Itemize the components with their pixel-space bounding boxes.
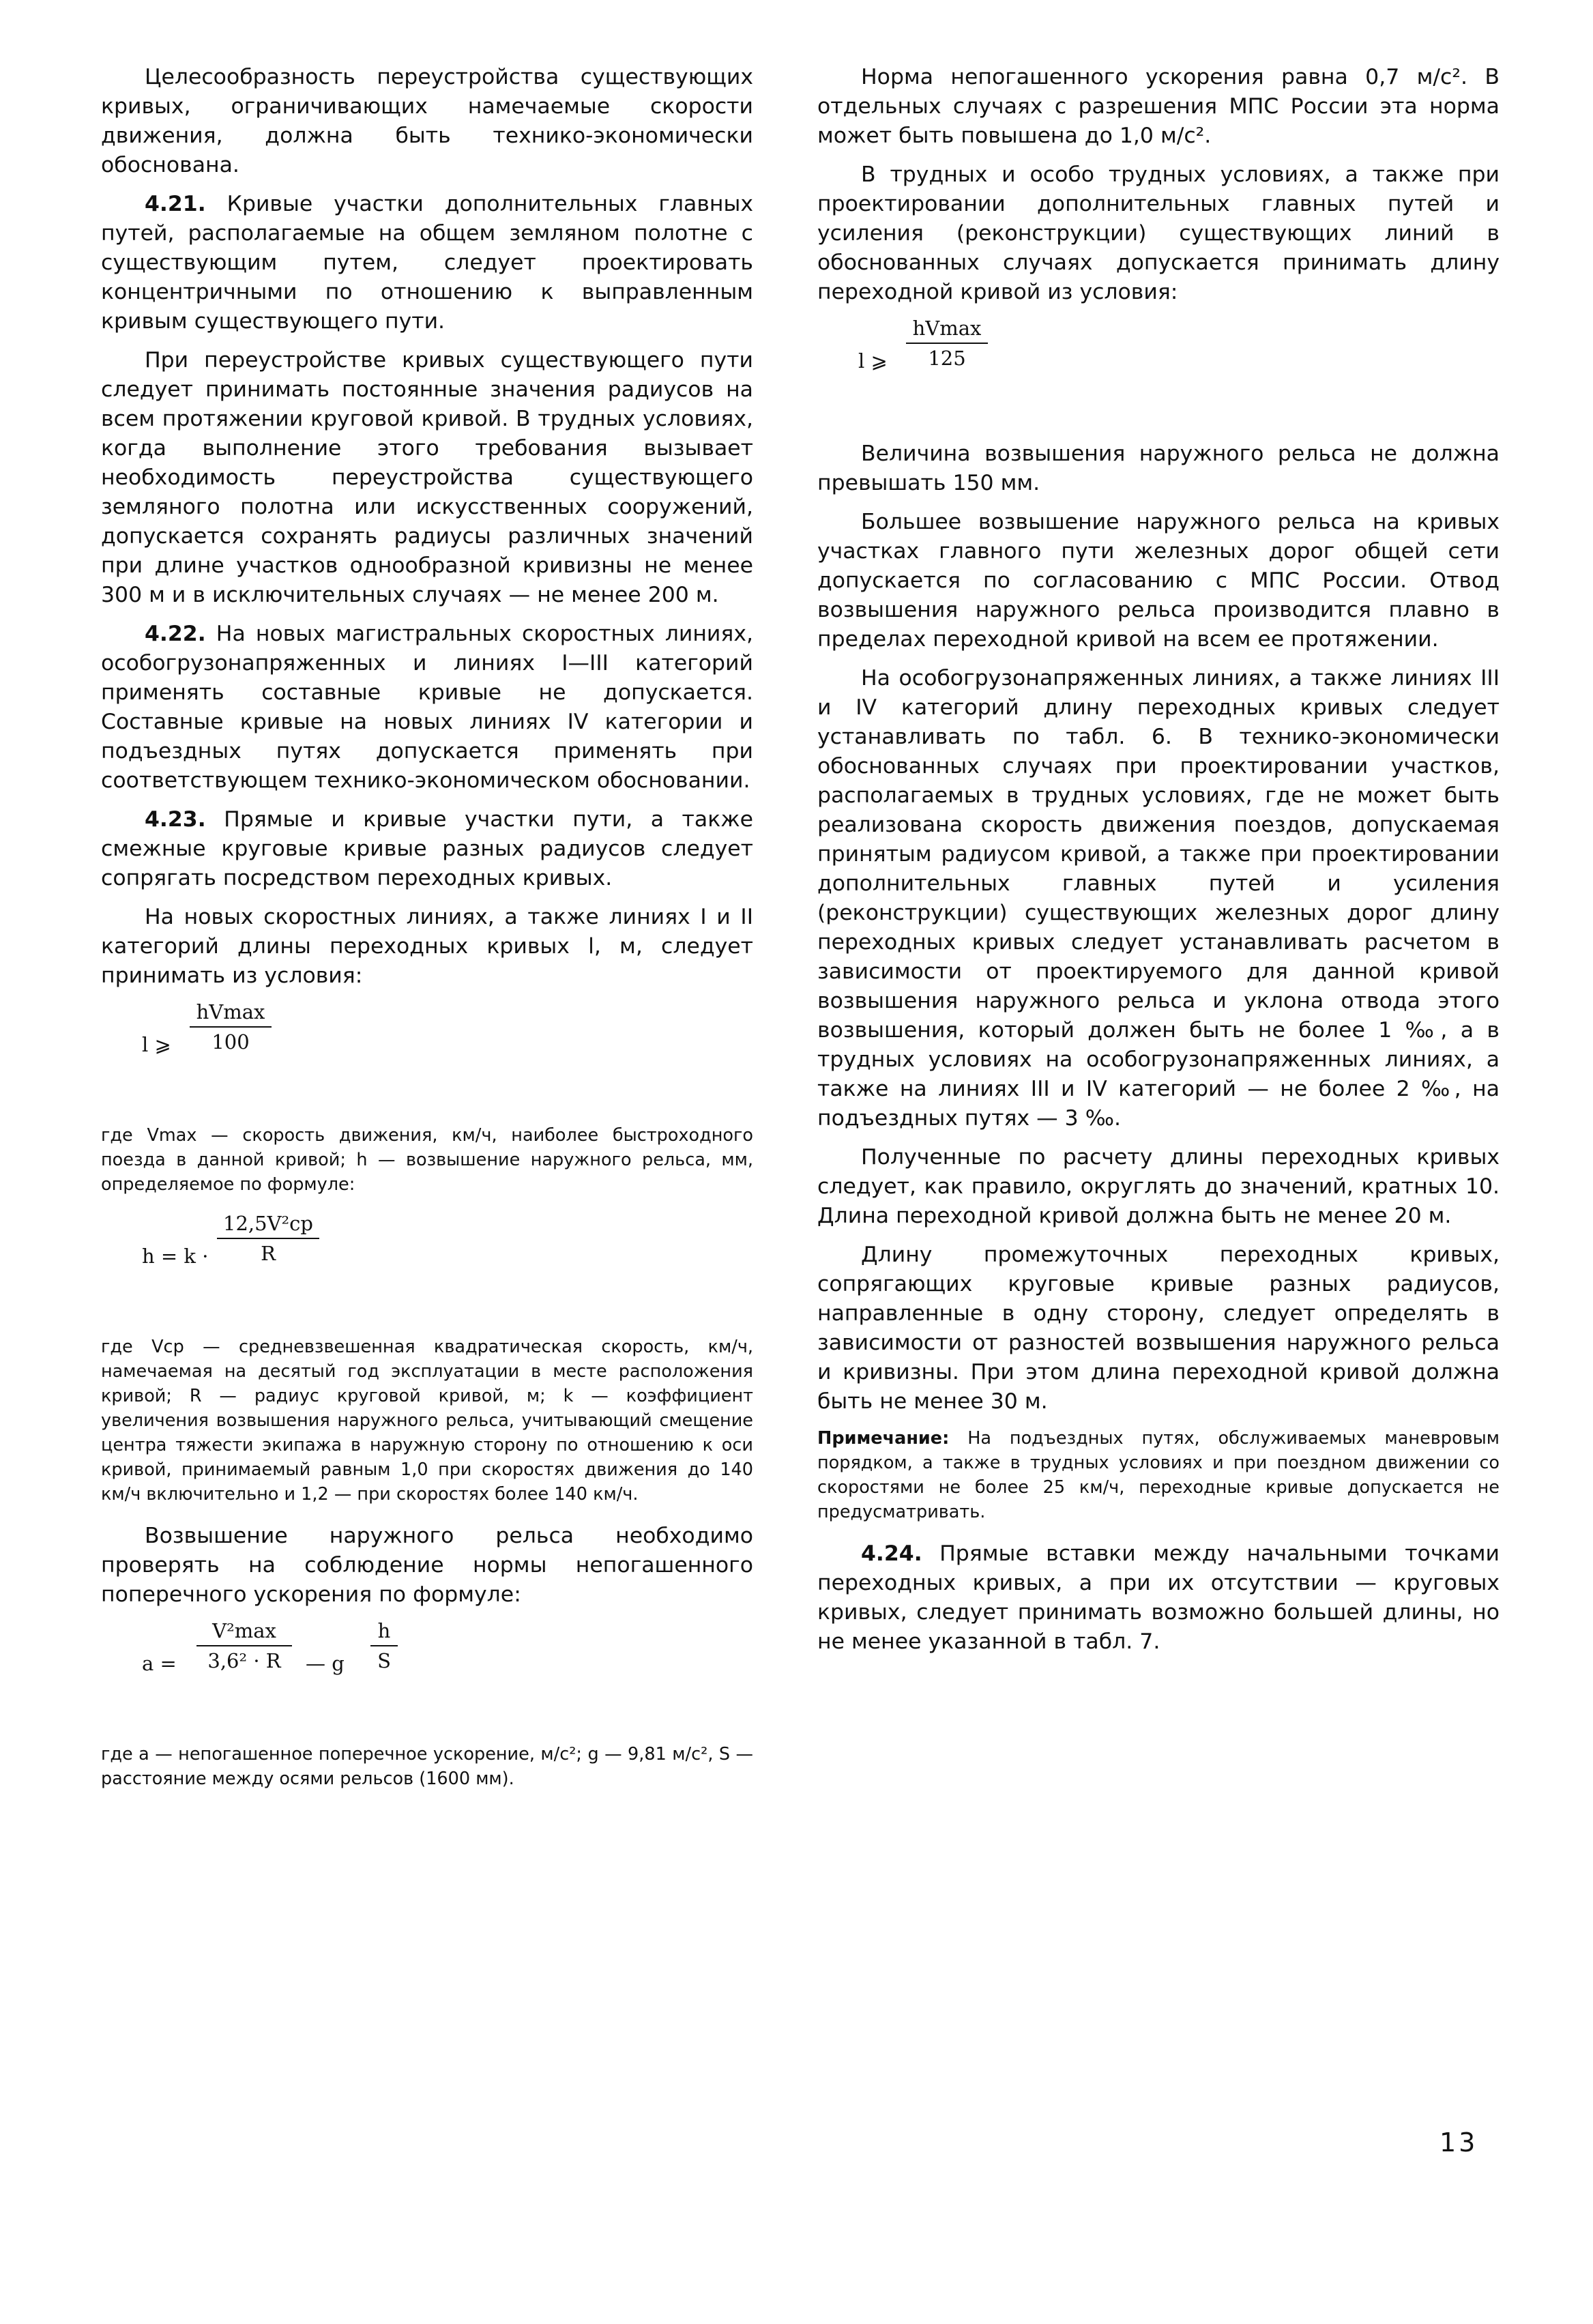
formula-lhs: a = bbox=[142, 1652, 177, 1675]
formula-lhs: l ⩾ bbox=[142, 1033, 171, 1056]
paragraph: Целесообразность переустройства существующих кривых, ограничивающих намечаемые скорости движения, должна быть технико-экономически обоснована. bbox=[101, 65, 753, 177]
paragraph: Норма непогашенного ускорения равна 0,7 м/с². В отдельных случаях с разрешения МПС России эта норма может быть повышена до 1,0 м/с². bbox=[817, 65, 1500, 148]
page-number: 13 bbox=[1439, 2127, 1478, 2158]
left-column bbox=[101, 63, 753, 1806]
section-number: 4.24. bbox=[861, 1541, 922, 1566]
section-4-23 bbox=[101, 805, 753, 893]
section-number: 4.23. bbox=[145, 807, 206, 832]
formula-numerator: h bbox=[377, 1619, 391, 1642]
formula-numerator: hVmax bbox=[912, 317, 982, 340]
section-4-24 bbox=[817, 1539, 1500, 1657]
paragraph: На особогрузонапряженных линиях, а также линиях III и IV категорий длину переходных кривых следует устанавливать по табл. 6. В технико-экономически обоснованных случаях при проектировании участков, располагаемых в трудных условиях, где не может быть реализована скорость движения поездов, допускаемая принятым радиусом кривой, а также при проектировании дополнительных главных путей и усиления (реконструкции) существующих железных дорог длину переходных кривых следует устанавливать расчетом в зависимости от проектируемого для данной кривой возвышения наружного рельса и уклона отвода этого возвышения, который должен быть не более 1 ‰, а в трудных условиях на особогрузонапряженных линиях, а также на линиях III и IV категорий — не более 2 ‰, на подъездных путях — 3 ‰. bbox=[817, 666, 1500, 1131]
paragraph: При переустройстве кривых существующего пути следует принимать постоянные значения радиусов на всем протяжении круговой кривой. В трудных условиях, когда выполнение этого требования вызывает необходимость переустройства существующего земляного полотна или искусственных сооружений, допускается сохранять радиусы различных значений при длине участков однообразной кривизны не менее 300 м и в исключительных случаях — не менее 200 м. bbox=[101, 348, 753, 607]
section-text: На новых магистральных скоростных линиях, особогрузонапряженных и линиях I—III категорий применять составные кривые не допускается. Составные кривые на новых линиях IV категории и подъездных путях допускается применять при соответствующем технико-экономическом обосновании. bbox=[101, 622, 753, 793]
section-text: Кривые участки дополнительных главных путей, располагаемые на общем земляном полотне с существующим путем, следует проектировать концентричными по отношению к выправленным кривым существующего пути. bbox=[101, 192, 753, 334]
formula-fraction bbox=[906, 317, 988, 370]
section-text: Прямые и кривые участки пути, а также смежные круговые кривые разных радиусов следует сопрягать посредством переходных кривых. bbox=[101, 807, 753, 890]
formula-transition-length-100 bbox=[142, 1000, 753, 1103]
formula-fraction bbox=[217, 1212, 319, 1265]
formula-lhs: h = k · bbox=[142, 1245, 209, 1268]
note-text: На подъездных путях, обслуживаемых маневровым порядком, а также в трудных условиях и при поездном движении со скоростями не более 25 км/ч, переходные кривые допускается не предусматривать. bbox=[817, 1428, 1500, 1522]
formula-fraction bbox=[190, 1000, 272, 1054]
section-number: 4.21. bbox=[145, 192, 206, 216]
note bbox=[817, 1426, 1500, 1524]
formula-lhs: l ⩾ bbox=[858, 349, 888, 373]
paragraph: Большее возвышение наружного рельса на кривых участках главного пути железных дорог общей сети допускается по согласованию с МПС России. Отвод возвышения наружного рельса производится плавно в пределах переходной кривой на всем ее протяжении. bbox=[817, 510, 1500, 652]
fraction-bar bbox=[370, 1645, 398, 1646]
formula-middle: — g bbox=[306, 1652, 345, 1675]
section-text: Прямые вставки между начальными точками переходных кривых, а при их отсутствии — круговых кривых, следует принимать возможно большей длины, но не менее указанной в табл. 7. bbox=[817, 1541, 1500, 1654]
formula-denominator: 100 bbox=[211, 1030, 250, 1054]
formula-elevation bbox=[142, 1212, 753, 1314]
section-4-22 bbox=[101, 620, 753, 796]
formula-denominator: R bbox=[261, 1242, 276, 1265]
formula-transition-length-125 bbox=[858, 317, 1500, 419]
formula-numerator: 12,5V²ср bbox=[223, 1212, 313, 1235]
fraction-bar bbox=[906, 343, 988, 344]
formula-note: где Vmax — скорость движения, км/ч, наиболее быстроходного поезда в данной кривой; h — возвышение наружного рельса, мм, определяемое по формуле: bbox=[101, 1125, 753, 1195]
note-label: Примечание: bbox=[817, 1428, 950, 1449]
fraction-bar bbox=[190, 1026, 272, 1028]
formula-denominator: S bbox=[377, 1649, 391, 1672]
formula-fraction bbox=[370, 1619, 398, 1672]
formula-note: где a — непогашенное поперечное ускорение, м/с²; g — 9,81 м/с², S — расстояние между осями рельсов (1600 мм). bbox=[101, 1744, 753, 1789]
fraction-bar bbox=[196, 1645, 292, 1646]
fraction-bar bbox=[217, 1238, 319, 1239]
formula-unbalanced-acceleration bbox=[142, 1619, 753, 1722]
paragraph: Величина возвышения наружного рельса не должна превышать 150 мм. bbox=[817, 441, 1500, 495]
paragraph: Длину промежуточных переходных кривых, сопрягающих круговые кривые разных радиусов, направленные в одну сторону, следует определять в зависимости от разностей возвышения наружного рельса и кривизны. При этом длина переходной кривой должна быть не менее 30 м. bbox=[817, 1243, 1500, 1414]
section-4-21 bbox=[101, 190, 753, 336]
formula-numerator: V²max bbox=[212, 1619, 276, 1642]
formula-denominator: 3,6² · R bbox=[207, 1649, 281, 1672]
formula-numerator: hVmax bbox=[196, 1000, 265, 1023]
formula-note: где Vср — средневзвешенная квадратическая скорость, км/ч, намечаемая на десятый год эксплуатации в месте расположения кривой; R — радиус круговой кривой, м; k — коэффициент увеличения возвышения наружного рельса, учитывающий смещение центра тяжести экипажа в наружную сторону по отношению к оси кривой, принимаемый равным 1,0 при скоростях движения до 140 км/ч включительно и 1,2 — при скоростях более 140 км/ч. bbox=[101, 1337, 753, 1505]
paragraph: На новых скоростных линиях, а также линиях I и II категорий длины переходных кривых l, м, следует принимать из условия: bbox=[101, 905, 753, 988]
paragraph: Возвышение наружного рельса необходимо проверять на соблюдение нормы непогашенного поперечного ускорения по формуле: bbox=[101, 1524, 753, 1607]
formula-denominator: 125 bbox=[928, 347, 966, 370]
paragraph: Полученные по расчету длины переходных кривых следует, как правило, округлять до значений, кратных 10. Длина переходной кривой должна быть не менее 20 м. bbox=[817, 1145, 1500, 1228]
paragraph: В трудных и особо трудных условиях, а также при проектировании дополнительных главных путей и усиления (реконструкции) существующих линий в обоснованных случаях допускается принимать длину переходной кривой из условия: bbox=[817, 162, 1500, 304]
section-number: 4.22. bbox=[145, 622, 206, 646]
formula-fraction bbox=[196, 1619, 292, 1672]
right-column bbox=[817, 63, 1500, 1666]
